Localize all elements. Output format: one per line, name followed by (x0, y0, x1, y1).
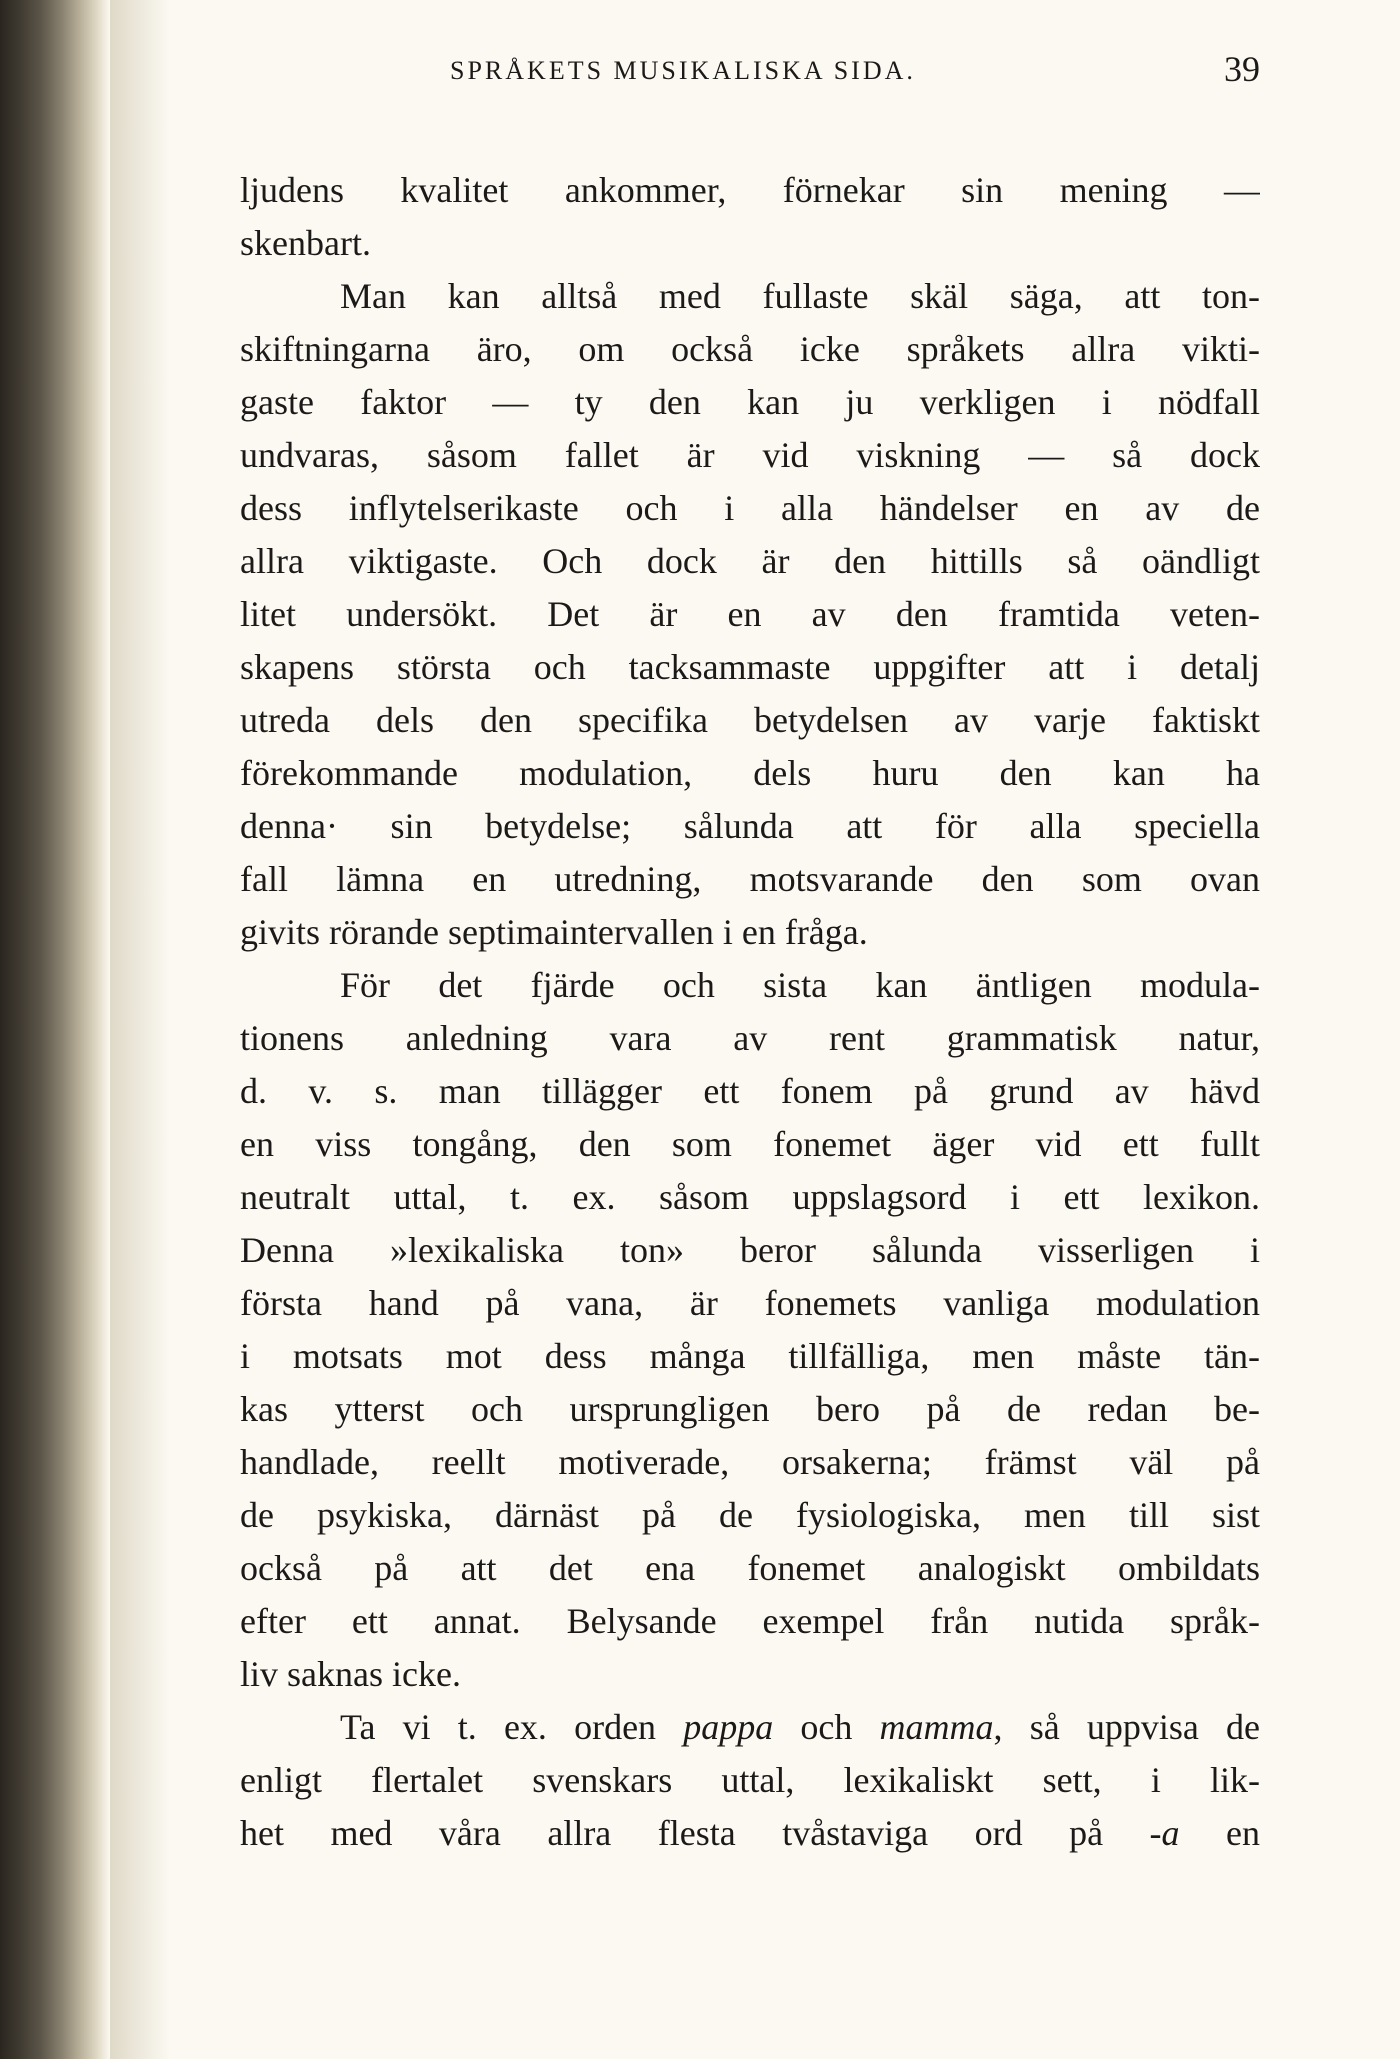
text-line: givits rörande septimaintervallen i en fråga. (240, 912, 868, 952)
text-line: tionens anledning vara av rent grammatisk natur, (240, 1018, 1260, 1058)
text-line: enligt flertalet svenskars uttal, lexikaliskt sett, i lik- (240, 1760, 1260, 1800)
text-line: allra viktigaste. Och dock är den hittills så oändligt (240, 541, 1260, 581)
text-line: ljudens kvalitet ankommer, förnekar sin mening — (240, 170, 1260, 210)
text-segment: Ta vi t. ex. orden (340, 1707, 684, 1747)
text-segment: och (773, 1707, 880, 1747)
text-line: litet undersökt. Det är en av den framtida veten- (240, 594, 1260, 634)
text-line: efter ett annat. Belysande exempel från nutida språk- (240, 1601, 1260, 1641)
text-line: skapens största och tacksammaste uppgifter att i detalj (240, 647, 1260, 687)
paragraph-first-line: För det fjärde och sista kan äntligen modula- (340, 965, 1260, 1005)
text-line: d. v. s. man tillägger ett fonem på grund av hävd (240, 1071, 1260, 1111)
text-line: första hand på vana, är fonemets vanliga modulation (240, 1283, 1260, 1323)
binding-shadow (110, 0, 170, 2059)
text-segment: het med våra allra flesta tvåstaviga ord på (240, 1813, 1150, 1853)
text-line: en viss tongång, den som fonemet äger vid ett fullt (240, 1124, 1260, 1164)
italic-word: -a (1149, 1813, 1180, 1853)
text-line: i motsats mot dess många tillfälliga, men måste tän- (240, 1336, 1260, 1376)
text-line: utreda dels den specifika betydelsen av varje faktiskt (240, 700, 1260, 740)
running-header-title: SPRÅKETS MUSIKALISKA SIDA. (450, 56, 916, 85)
text-line: denna· sin betydelse; sålunda att för alla speciella (240, 806, 1260, 846)
paragraph-first-line: Man kan alltså med fullaste skäl säga, att ton- (340, 276, 1260, 316)
text-line: liv saknas icke. (240, 1654, 461, 1694)
body-text (240, 164, 1260, 1860)
text-line: de psykiska, därnäst på de fysiologiska, men till sist (240, 1495, 1260, 1535)
text-line: skiftningarna äro, om också icke språkets allra vikti- (240, 329, 1260, 369)
italic-word: mamma (879, 1707, 994, 1747)
paragraph-first-line (240, 1701, 1260, 1754)
text-line: också på att det ena fonemet analogiskt ombildats (240, 1548, 1260, 1588)
book-binding-edge (0, 0, 110, 2059)
text-line (240, 1807, 1260, 1860)
text-line: kas ytterst och ursprungligen bero på de redan be- (240, 1389, 1260, 1429)
text-segment: en (1179, 1813, 1260, 1853)
text-line: förekommande modulation, dels huru den kan ha (240, 753, 1260, 793)
text-line: handlade, reellt motiverade, orsakerna; främst väl på (240, 1442, 1260, 1482)
text-line: neutralt uttal, t. ex. såsom uppslagsord i ett lexikon. (240, 1177, 1260, 1217)
text-line: fall lämna en utredning, motsvarande den som ovan (240, 859, 1260, 899)
text-line: skenbart. (240, 223, 371, 263)
page-number: 39 (1224, 49, 1260, 89)
italic-word: pappa (683, 1707, 774, 1747)
running-header (240, 44, 1260, 104)
text-line: undvaras, såsom fallet är vid viskning — så dock (240, 435, 1260, 475)
text-line: gaste faktor — ty den kan ju verkligen i nödfall (240, 382, 1260, 422)
text-line: Denna »lexikaliska ton» beror sålunda visserligen i (240, 1230, 1260, 1270)
text-segment: , så uppvisa de (993, 1707, 1260, 1747)
page-content (240, 44, 1260, 1860)
text-line: dess inflytelserikaste och i alla händelser en av de (240, 488, 1260, 528)
